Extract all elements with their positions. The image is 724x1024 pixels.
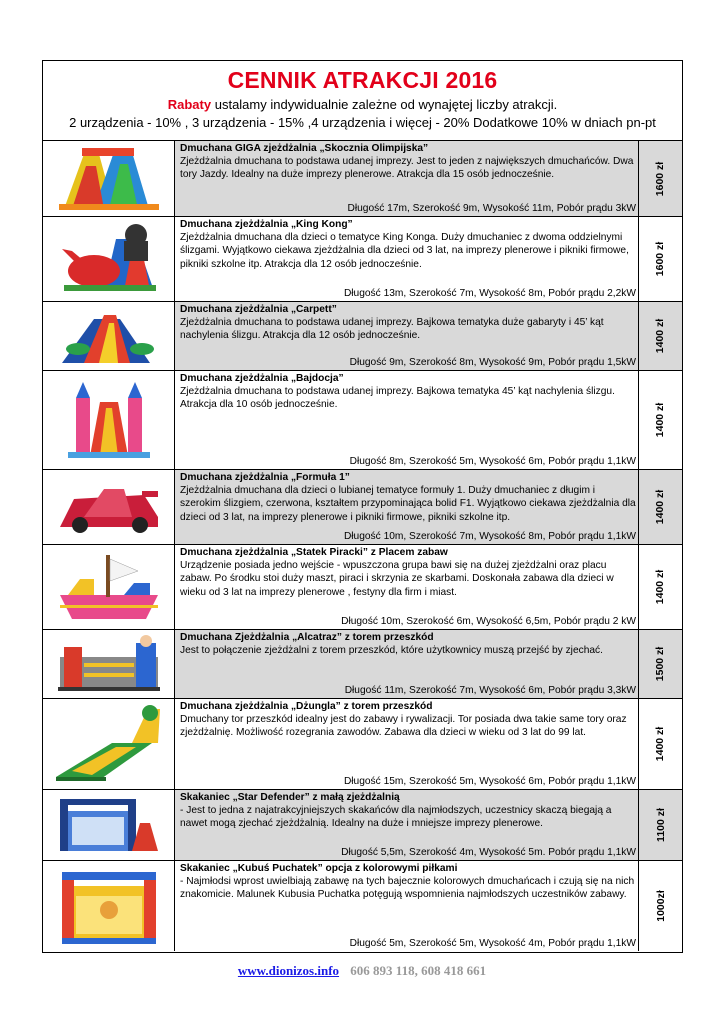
formula-car-slide-image: [43, 470, 175, 544]
item-price: 1400 zł: [638, 545, 682, 629]
item-name: Dmuchana zjeżdżalnia „Carpett”: [180, 304, 337, 315]
item-description: Zjeżdżalnia dmuchana dla dzieci o lubianej tematyce formuły 1. Duży dmuchaniec z długim i szerokim ślizgiem, czerwona, kształtem przypominająca bolid F1. Wyjątkowo ciekawa zjeżdżalnia dla dzieci od 3 lat, na imprezy plenerowe i pikniki firmowe, pikniki szkolne itp.: [180, 485, 636, 523]
pirate-ship-image: [43, 545, 175, 629]
item-price: 1600 zł: [638, 217, 682, 301]
website-link[interactable]: www.dionizos.info: [237, 963, 340, 978]
item-name: Skakaniec „Star Defender” z małą zjeżdżalnią: [180, 792, 400, 803]
winnie-bouncer-image: [43, 861, 175, 951]
item-name: Dmuchana zjeżdżalnia „Bajdocja”: [180, 373, 344, 384]
item-price: 1000zł: [638, 861, 682, 951]
item-dimensions: Długość 15m, Szerokość 5m, Wysokość 6m, Pobór prądu 1,1kW: [343, 775, 636, 787]
list-item: [43, 217, 682, 302]
discount-tiers: 2 urządzenia - 10% , 3 urządzenia - 15% ,4 urządzenia i więcej - 20% Dodatkowe 10% w dniach pn-pt: [69, 115, 656, 130]
list-item: [43, 699, 682, 790]
list-item: [43, 545, 682, 630]
king-kong-slide-image: [43, 217, 175, 301]
item-name: Dmuchana zjeżdżalnia „Dżungla” z torem przeszkód: [180, 701, 433, 712]
alcatraz-image: [43, 630, 175, 698]
item-dimensions: Długość 11m, Szerokość 7m, Wysokość 6m, Pobór prądu 3,3kW: [344, 684, 636, 696]
page-title: CENNIK ATRAKCJI 2016: [227, 67, 498, 93]
item-description: - Najmłodsi wprost uwielbiają zabawę na tych bajecznie kolorowych dmuchańcach i czują się na nich znakomicie. Malunek Kubusia Puchatka potęgują wspomnienia najmłodszych uczestników zabawy.: [180, 876, 635, 901]
item-name: Dmuchana zjeżdżalnia „Statek Piracki” z Placem zabaw: [180, 547, 448, 558]
item-description: - Jest to jedna z najatrakcyjniejszych skakańców dla najmłodszych, uczestnicy skaczą biegają a nawet mogą zjechać zjeżdżalnią. Idealny na duże i mniejsze imprezy plenerowe.: [180, 805, 612, 830]
item-dimensions: Długość 10m, Szerokość 6m, Wysokość 6,5m, Pobór prądu 2 kW: [341, 615, 636, 627]
item-description: Zjeżdżalnia dmuchana dla dzieci o tematyce King Konga. Duży dmuchaniec z dwoma oddzielnymi ślizgami. Wyjątkowo ciekawa zjeżdżalnia dla dzieci od 3 lat, na imprezy plenerowe i pikniki firmowe, pikniki szkolne itp. Atrakcja dla 12 osób jednocześnie.: [180, 232, 629, 270]
item-dimensions: Długość 13m, Szerokość 7m, Wysokość 8m, Pobór prądu 2,2kW: [343, 287, 636, 299]
list-item: [43, 371, 682, 470]
item-price: 1400 zł: [638, 371, 682, 469]
item-name: Dmuchana Zjeżdżalnia „Alcatraz” z torem przeszkód: [180, 632, 434, 643]
item-description: Zjeżdżalnia dmuchana to podstawa udanej imprezy. Bajkowa tematyka duże gabaryty i 45’ kąt nachylenia ślizgu. Atrakcja dla 12 osób jednocześnie.: [180, 317, 604, 342]
item-name: Dmuchana zjeżdżalnia „King Kong”: [180, 219, 353, 230]
item-price: 1600 zł: [638, 141, 682, 216]
list-item: [43, 470, 682, 545]
carpett-slide-image: [43, 302, 175, 370]
item-price: 1400 zł: [638, 699, 682, 789]
item-dimensions: Długość 5,5m, Szerokość 4m, Wysokość 5m. Pobór prądu 1,1kW: [341, 846, 636, 858]
price-list-sheet: [42, 60, 683, 953]
item-price: 1500 zł: [638, 630, 682, 698]
discount-rest: ustalamy indywidualnie zależne od wynajętej liczby atrakcji.: [211, 97, 558, 112]
item-name: Dmuchana GIGA zjeżdżalnia „Skocznia Olimpijska”: [180, 143, 429, 154]
item-description: Dmuchany tor przeszkód idealny jest do zabawy i rywalizacji. Tor posiada dwa takie same tory oraz zjeżdżalnię. Możliwość rozegrania zawodów. Zabawa dla dzieci w wieku od 3 lat do 99 lat.: [180, 714, 627, 739]
list-item: [43, 302, 682, 371]
item-description: Jest to połączenie zjeżdżalni z torem przeszkód, które użytkownicy muszą przejść by zjechać.: [180, 645, 603, 657]
giga-slide-image: [43, 141, 175, 216]
list-item: [43, 861, 682, 951]
discount-word: Rabaty: [167, 97, 212, 112]
item-description: Zjeżdżalnia dmuchana to podstawa udanej imprezy. Jest to jeden z największych dmuchańców. Dwa tory Jazdy. Idealny na duże imprezy plenerowe. Atrakcja dla 15 osób jednocześnie.: [180, 156, 634, 181]
item-name: Dmuchana zjeżdżalnia „Formuła 1”: [180, 472, 350, 483]
castle-slide-image: [43, 371, 175, 469]
jungle-obstacle-image: [43, 699, 175, 789]
item-dimensions: Długość 9m, Szerokość 8m, Wysokość 9m, Pobór prądu 1,5kW: [349, 356, 636, 368]
item-name: Skakaniec „Kubuś Puchatek” opcja z kolorowymi piłkami: [180, 863, 458, 874]
item-price: 1400 zł: [638, 470, 682, 544]
item-dimensions: Długość 17m, Szerokość 9m, Wysokość 11m, Pobór prądu 3kW: [347, 202, 636, 214]
item-dimensions: Długość 8m, Szerokość 5m, Wysokość 6m, Pobór prądu 1,1kW: [349, 455, 636, 467]
discount-note: [43, 96, 682, 114]
list-item: [43, 630, 682, 699]
item-dimensions: Długość 5m, Szerokość 5m, Wysokość 4m, Pobór prądu 1,1kW: [349, 937, 636, 949]
footer: [0, 963, 724, 979]
list-item: [43, 141, 682, 217]
item-description: Urządzenie posiada jedno wejście - wpuszczona grupa bawi się na dużej zjeżdżalni oraz placu zabaw. Po środku stoi duży maszt, piraci i skrzynia ze skarbami. Doskonała zabawa dla dzieci w wieku od 3 lat na imprezy plenerowe , festyny dla firm i miast.: [180, 560, 614, 598]
star-defender-image: [43, 790, 175, 860]
phone-numbers: 606 893 118, 608 418 661: [350, 963, 487, 978]
item-price: 1400 zł: [638, 302, 682, 370]
header: [43, 61, 682, 141]
item-price: 1100 zł: [638, 790, 682, 860]
item-dimensions: Długość 10m, Szerokość 7m, Wysokość 8m, Pobór prądu 1,1kW: [343, 530, 636, 542]
item-description: Zjeżdżalnia dmuchana to podstawa udanej imprezy. Bajkowa tematyka 45’ kąt nachylenia ślizgu. Atrakcja dla 10 osób jednocześnie.: [180, 386, 615, 411]
list-item: [43, 790, 682, 861]
